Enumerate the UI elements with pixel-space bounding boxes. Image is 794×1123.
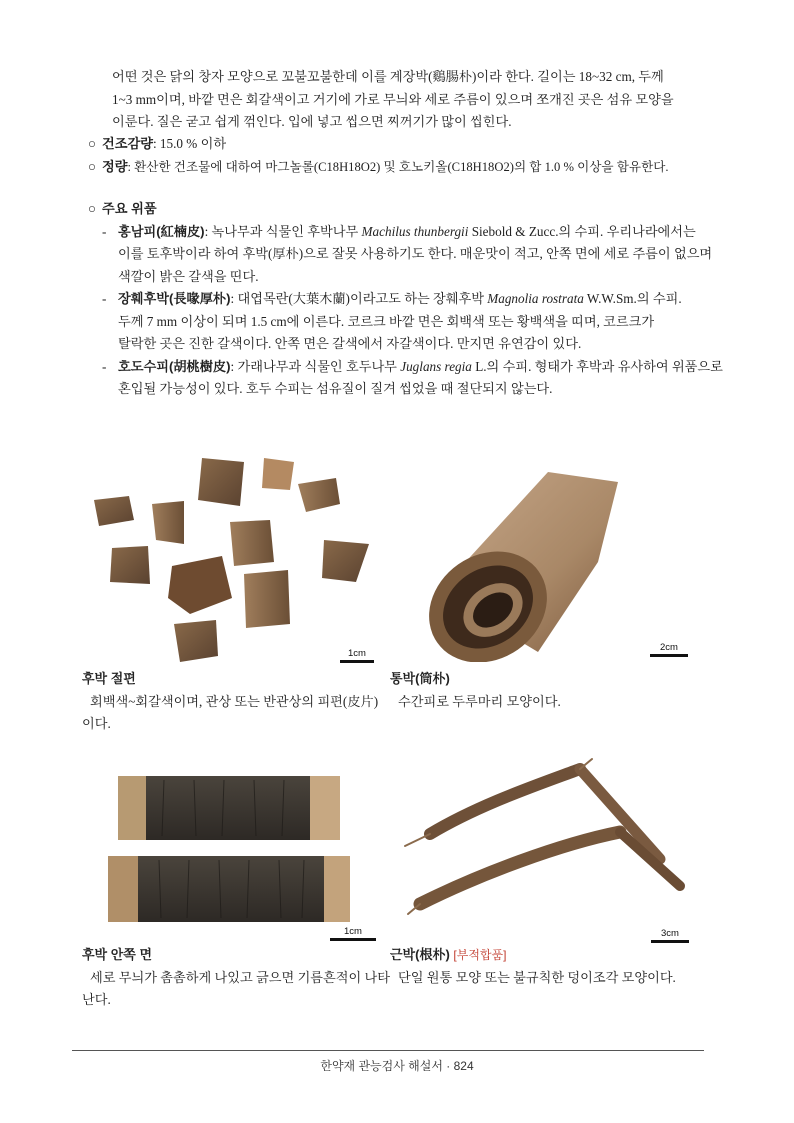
adulterant-name: 홍남피(紅楠皮) bbox=[118, 223, 205, 239]
rolled-bark-photo bbox=[418, 452, 628, 662]
figure-text: 단일 원통 모양 또는 불규칙한 덩이조각 모양이다. bbox=[398, 970, 676, 985]
scale-label: 1cm bbox=[344, 926, 362, 937]
footer-divider bbox=[72, 1050, 704, 1051]
figure-title: 근박(根朴) [부적합품] bbox=[390, 947, 507, 962]
dash-bullet: - bbox=[102, 291, 107, 306]
assay-row bbox=[88, 156, 708, 179]
adulterant-item-cont: 탈락한 곳은 진한 갈색이다. 안쪽 면은 갈색에서 자갈색이다. 만지면 유연감이 있다. bbox=[118, 336, 582, 351]
scale-label: 2cm bbox=[660, 642, 678, 653]
adulterant-item: - 홍남피(紅楠皮): 녹나무과 식물인 후박나무 Machilus thunbergii Siebold & Zucc.의 수피. 우리나라에서는 bbox=[88, 221, 718, 244]
figure-text: 회백색~회갈색이며, 관상 또는 반관상의 피편(皮片) 이다. bbox=[82, 694, 379, 731]
figure-text: 세로 무늬가 촘촘하게 나있고 긁으면 기름흔적이 나타 난다. bbox=[82, 970, 391, 1007]
circle-bullet-icon: ○ bbox=[88, 201, 96, 216]
adulterant-item-cont: 두께 7 mm 이상이 되며 1.5 cm에 이른다. 코르크 바깥 면은 회백색 또는 황백색을 띠며, 코르크가 bbox=[118, 313, 655, 329]
intro-line-2: 1~3 mm이며, 바깥 면은 회갈색이고 거기에 가로 무늬와 세로 주름이 있으며 쪼개진 곳은 섬유 모양을 bbox=[112, 91, 674, 107]
assay-label: 정량 bbox=[102, 158, 128, 174]
sliced-bark-photo bbox=[84, 448, 384, 668]
adulterant-item: - 장훼후박(長喙厚朴): 대엽목란(大葉木蘭)이라고도 하는 장훼후박 Magnolia rostrata W.W.Sm.의 수피. bbox=[88, 288, 718, 311]
figure-caption bbox=[82, 668, 382, 735]
figure-caption bbox=[82, 944, 391, 1011]
dry-loss-value: : 15.0 % 이하 bbox=[152, 136, 227, 151]
scientific-name: Machilus thunbergii bbox=[361, 223, 469, 239]
root-bark-photo bbox=[400, 754, 690, 924]
dash-bullet: - bbox=[102, 358, 107, 374]
adulterant-item-cont: 색깔이 밝은 갈색을 띤다. bbox=[118, 268, 259, 284]
figure-text: 수간피로 두루마리 모양이다. bbox=[398, 694, 561, 709]
intro-line-1: 어떤 것은 닭의 창자 모양으로 꼬불꼬불한데 이를 계장박(鷄腸朴)이라 한다. 길이는 18~32 cm, 두께 bbox=[112, 69, 664, 84]
adulterant-item-cont: 혼입될 가능성이 있다. 호두 수피는 섬유질이 질겨 씹었을 때 절단되지 않는다. bbox=[118, 381, 553, 396]
adulterant-item-cont: 이를 토후박이라 하여 후박(厚朴)으로 잘못 사용하기도 한다. 매운맛이 적고, 안쪽 면에 세로 주름이 없으며 bbox=[118, 246, 713, 261]
figure-caption bbox=[390, 944, 710, 989]
dash-bullet: - bbox=[102, 223, 107, 239]
assay-value: : 환산한 건조물에 대하여 마그놀롤(C18H18O2) 및 호노키올(C18H18O2)의 합 1.0 % 이상을 함유한다. bbox=[127, 159, 669, 174]
dry-loss-label: 건조감량 bbox=[102, 136, 153, 151]
circle-bullet-icon: ○ bbox=[88, 158, 96, 174]
scale-bar bbox=[340, 660, 374, 663]
dry-loss-row bbox=[88, 133, 708, 156]
scale-label: 1cm bbox=[348, 648, 366, 659]
scale-bar bbox=[651, 940, 689, 943]
intro-line-3: 이룬다. 질은 굳고 쉽게 꺾인다. 입에 넣고 씹으면 찌꺼기가 많이 씹힌다. bbox=[112, 114, 512, 129]
scale-bar bbox=[650, 654, 688, 657]
noncompliant-badge: [부적합품] bbox=[453, 948, 507, 962]
adulterants-section bbox=[88, 198, 723, 401]
page-footer: 한약재 관능검사 해설서 · 824 bbox=[320, 1059, 474, 1073]
intro-paragraph bbox=[112, 66, 712, 134]
figure-title: 후박 절편 bbox=[82, 671, 136, 686]
inner-surface-photo bbox=[104, 772, 354, 928]
figure-title: 통박(筒朴) bbox=[390, 671, 450, 686]
scientific-name: Juglans regia bbox=[400, 358, 472, 374]
criteria-section bbox=[88, 133, 708, 178]
figure-caption bbox=[390, 668, 710, 713]
scientific-name: Magnolia rostrata bbox=[487, 291, 584, 306]
figure-title: 후박 안쪽 면 bbox=[82, 947, 153, 962]
scale-bar bbox=[330, 938, 376, 941]
adulterant-item: - 호도수피(胡桃樹皮): 가래나무과 식물인 호두나무 Juglans regia L.의 수피. 형태가 후박과 유사하여 위품으로 bbox=[88, 356, 718, 379]
adulterant-name: 호도수피(胡桃樹皮) bbox=[118, 358, 231, 374]
adulterants-heading: ○ 주요 위품 bbox=[88, 198, 718, 221]
scale-label: 3cm bbox=[661, 928, 679, 939]
adulterant-name: 장훼후박(長喙厚朴) bbox=[118, 291, 231, 306]
circle-bullet-icon: ○ bbox=[88, 136, 96, 151]
